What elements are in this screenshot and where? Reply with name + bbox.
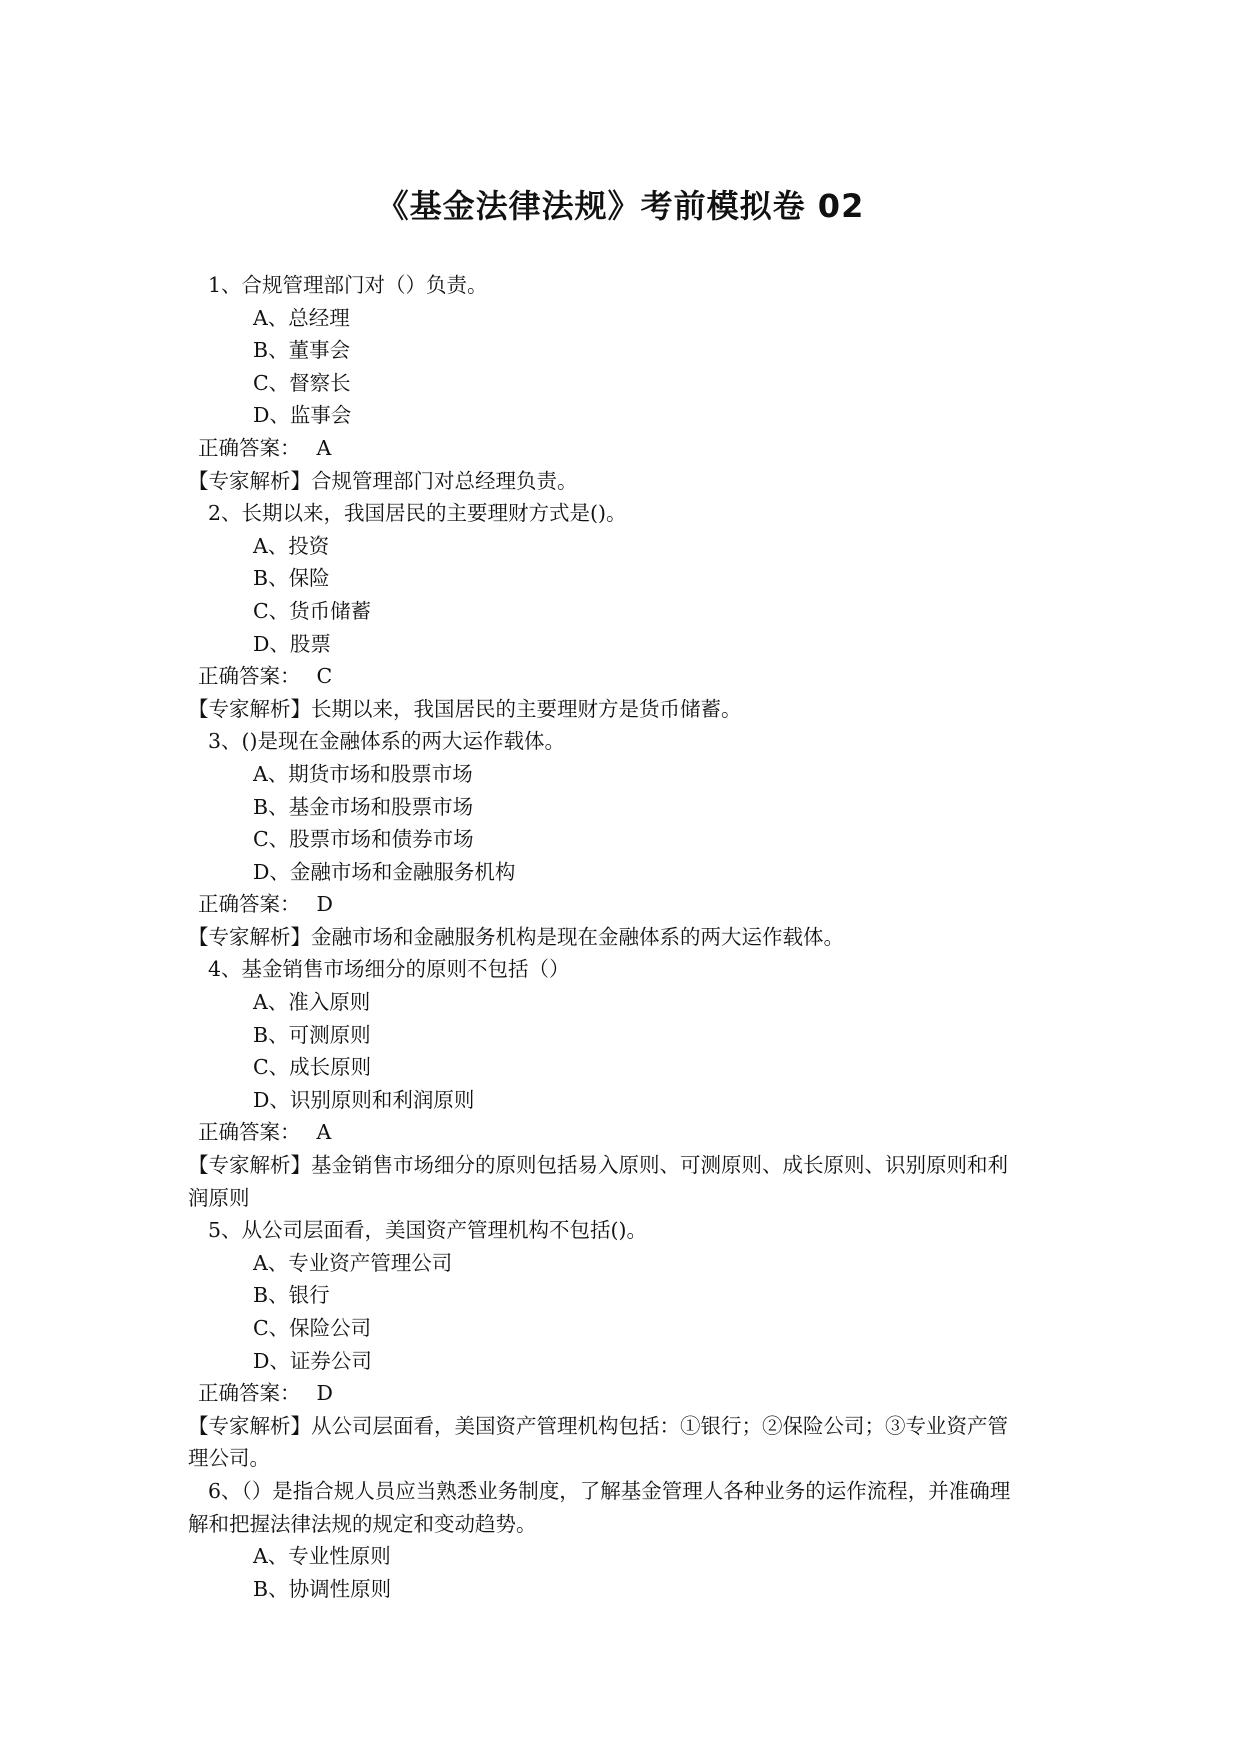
analysis-label: 【专家解析】 — [188, 468, 311, 493]
question-3 — [188, 725, 1060, 953]
analysis-text: 合规管理部门对总经理负责。 — [311, 468, 578, 493]
analysis-label: 【专家解析】 — [188, 924, 311, 949]
option-a: A、专业性原则 — [253, 1544, 391, 1569]
expert-analysis — [188, 465, 1060, 498]
question-text: 2、长期以来，我国居民的主要理财方式是()。 — [208, 501, 627, 526]
option-d: D、证券公司 — [253, 1348, 372, 1373]
answer-value: A — [316, 1120, 332, 1145]
option-c: C、保险公司 — [253, 1316, 372, 1340]
answer-label: 正确答案： — [198, 664, 301, 689]
expert-analysis — [188, 921, 1060, 954]
analysis-text: 金融市场和金融服务机构是现在金融体系的两大运作载体。 — [311, 924, 844, 949]
analysis-text: 长期以来，我国居民的主要理财方是货币储蓄。 — [311, 696, 742, 721]
answer-value: C — [316, 664, 333, 689]
analysis-label: 【专家解析】 — [188, 696, 311, 721]
expert-analysis — [188, 1149, 1060, 1182]
option-a: A、期货市场和股票市场 — [253, 761, 473, 786]
analysis-text-continued: 润原则 — [188, 1185, 250, 1210]
question-text: 5、从公司层面看，美国资产管理机构不包括()。 — [208, 1218, 648, 1243]
option-b: B、董事会 — [253, 338, 351, 363]
analysis-text: 基金销售市场细分的原则包括易入原则、可测原则、成长原则、识别原则和利 — [311, 1153, 1008, 1178]
question-text: 3、()是现在金融体系的两大运作载体。 — [208, 729, 566, 754]
option-a: A、专业资产管理公司 — [253, 1250, 453, 1275]
question-5 — [188, 1214, 1060, 1475]
option-d: D、识别原则和利润原则 — [253, 1087, 475, 1112]
option-b: B、协调性原则 — [253, 1576, 392, 1601]
answer-value: D — [316, 892, 333, 917]
option-c: C、督察长 — [253, 370, 351, 395]
correct-answer — [188, 1377, 1060, 1410]
answer-label: 正确答案： — [198, 1381, 301, 1406]
option-b: B、保险 — [253, 566, 330, 591]
question-text: 1、合规管理部门对（）负责。 — [208, 273, 488, 297]
option-a: A、总经理 — [253, 305, 350, 330]
option-a: A、投资 — [253, 533, 330, 558]
option-c: C、成长原则 — [253, 1055, 372, 1080]
answer-value: A — [316, 435, 332, 460]
answer-label: 正确答案： — [198, 892, 301, 917]
correct-answer — [188, 888, 1060, 921]
answer-value: D — [316, 1381, 333, 1406]
option-a: A、准入原则 — [253, 990, 371, 1015]
option-b: B、银行 — [253, 1283, 330, 1308]
analysis-text: 从公司层面看，美国资产管理机构包括：①银行；②保险公司；③专业资产管 — [311, 1413, 1008, 1438]
question-2 — [188, 497, 1060, 725]
expert-analysis — [188, 693, 1060, 726]
option-d: D、金融市场和金融服务机构 — [253, 859, 516, 884]
document-title: 《基金法律法规》考前模拟卷 02 — [376, 187, 865, 225]
option-c: C、股票市场和债券市场 — [253, 827, 474, 852]
question-4 — [188, 953, 1060, 1214]
analysis-text-continued: 理公司。 — [188, 1446, 270, 1471]
analysis-label: 【专家解析】 — [188, 1153, 311, 1178]
option-d: D、监事会 — [253, 403, 352, 428]
answer-label: 正确答案： — [198, 1120, 301, 1145]
correct-answer — [188, 660, 1060, 693]
analysis-label: 【专家解析】 — [188, 1413, 311, 1438]
option-c: C、货币储蓄 — [253, 598, 372, 623]
correct-answer — [188, 1116, 1060, 1149]
option-b: B、基金市场和股票市场 — [253, 794, 474, 819]
option-d: D、股票 — [253, 631, 331, 656]
question-list — [188, 269, 1060, 1605]
answer-label: 正确答案： — [198, 435, 301, 460]
correct-answer — [188, 432, 1060, 465]
question-1 — [188, 269, 1060, 497]
question-text-continued: 解和把握法律法规的规定和变动趋势。 — [188, 1511, 537, 1536]
question-text: 6、（）是指合规人员应当熟悉业务制度，了解基金管理人各种业务的运作流程，并准确理 — [208, 1478, 1011, 1503]
question-text: 4、基金销售市场细分的原则不包括（） — [208, 957, 570, 982]
question-6 — [188, 1475, 1060, 1605]
expert-analysis — [188, 1410, 1060, 1443]
option-b: B、可测原则 — [253, 1022, 371, 1047]
